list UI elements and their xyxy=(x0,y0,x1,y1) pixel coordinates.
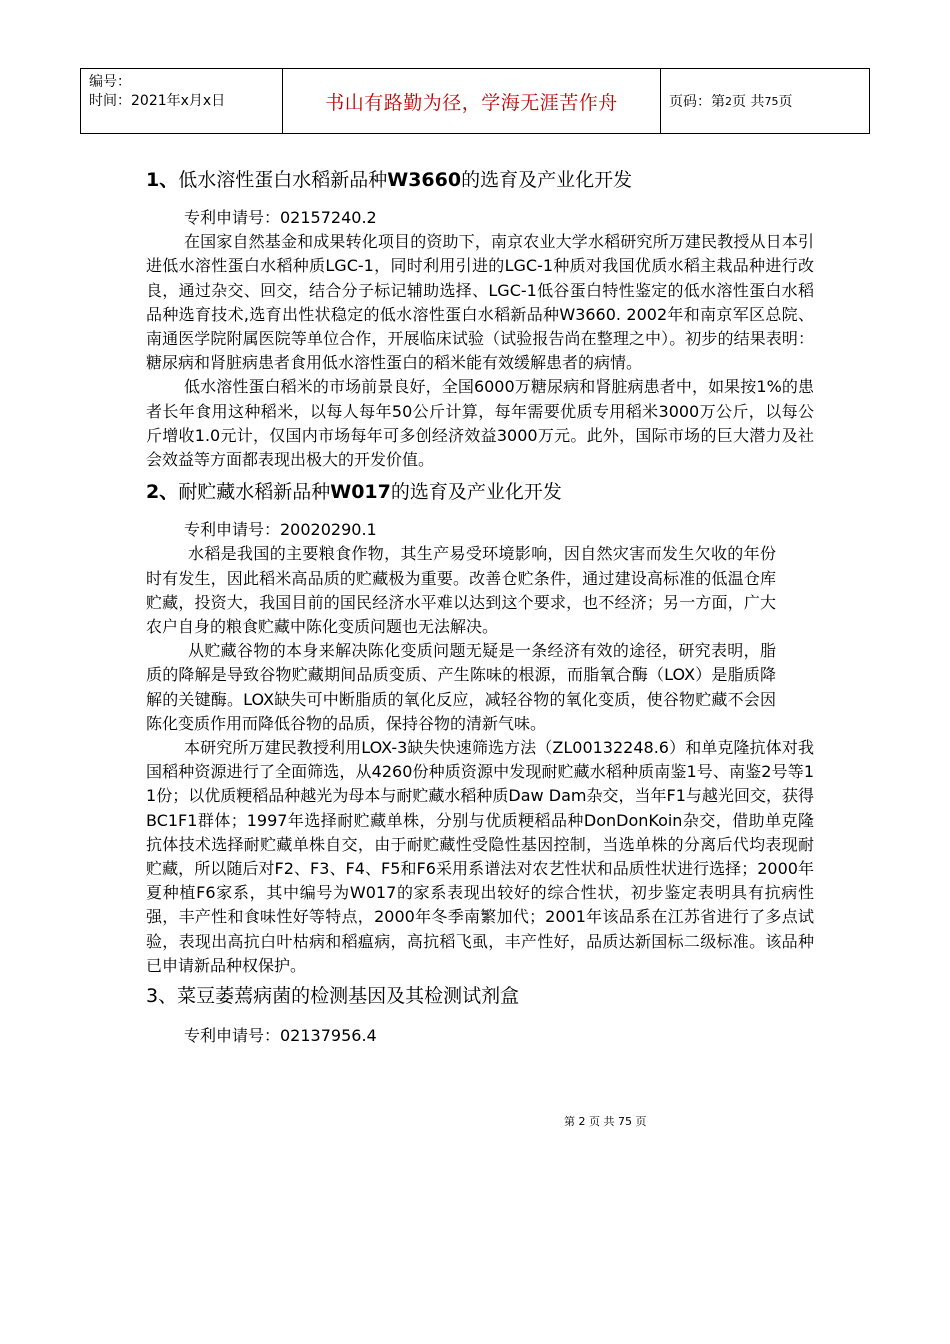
page-middle: 页 共 xyxy=(732,94,765,110)
document-body xyxy=(146,166,814,1048)
section-1-paragraph-2: 低水溶性蛋白稻米的市场前景良好，全国6000万糖尿病和肾脏病患者中，如果按1%的患者长年食用这种稻米，以每人每年50公斤计算，每年需要优质专用稻米3000万公斤，以每公斤增收1.0元计，仅国内市场每年可多创经济效益3000万元。此外，国际市场的巨大潜力及社会效益等方面都表现出极大的开发价值。 xyxy=(146,377,814,470)
section-3 xyxy=(146,982,814,1048)
section-1-paragraph-1: 在国家自然基金和成果转化项目的资助下，南京农业大学水稻研究所万建民教授从日本引进低水溶性蛋白水稻种质LGC-1，同时利用引进的LGC-1种质对我国优质水稻主栽品种进行改良，通过杂交、回交，结合分子标记辅助选择、LGC-1低谷蛋白特性鉴定的低水溶性蛋白水稻品种选育技术,选育出性状稳定的低水溶性蛋白水稻新品种W3660. 2002年和南京军区总院、南通医学院附属医院等单位合作，开展临床试验（试验报告尚在整理之中）。初步的结果表明：糖尿病和肾脏病患者食用低水溶性蛋白的稻米能有效缓解患者的病情。 xyxy=(146,232,814,373)
section-3-title: 3、菜豆萎蔫病菌的检测基因及其检测试剂盒 xyxy=(146,985,520,1008)
page-prefix: 页码：第 xyxy=(669,94,725,110)
section-1 xyxy=(146,166,814,472)
page-footer-number: 第 2 页 共 75 页 xyxy=(564,1115,647,1128)
page-total: 75 xyxy=(764,94,779,108)
header-page-info xyxy=(661,69,869,133)
section-1-number: 1、 xyxy=(146,169,179,191)
section-2-number: 2、 xyxy=(146,481,179,504)
page-suffix: 页 xyxy=(778,94,793,110)
section-2-title: 2、耐贮藏水稻新品种W017的选育及产业化开发 xyxy=(146,481,562,504)
section-2-variety: W017 xyxy=(330,481,391,504)
time-label: 时间：2021年x月x日 xyxy=(89,93,226,109)
number-label: 编号： xyxy=(89,74,131,90)
header-meta xyxy=(81,69,283,133)
section-1-patent-number: 专利申请号：02157240.2 xyxy=(184,208,377,227)
section-1-title: 1、低水溶性蛋白水稻新品种W3660的选育及产业化开发 xyxy=(146,169,633,191)
section-2-patent-number: 专利申请号：20020290.1 xyxy=(184,520,377,540)
section-2-paragraph-3: 本研究所万建民教授利用LOX-3缺失快速筛选方法（ZL00132248.6）和单克隆抗体对我国稻种资源进行了全面筛选，从4260份种质资源中发现耐贮藏水稻种质南鉴1号、南鉴2号等11份；以优质粳稻品种越光为母本与耐贮藏水稻种质Daw Dam杂交，当年F1与越光回交，获得BC1F1群体；1997年选择耐贮藏单株，分别与优质粳稻品种DonDonKoin杂交，借助单克隆抗体技术选择耐贮藏单株自交，由于耐贮藏性受隐性基因控制，当选单株的分离后代均表现耐贮藏，所以随后对F2、F3、F4、F5和F6采用系谱法对农艺性状和品质性状进行选择；2000年夏种植F6家系，其中编号为W017的家系表现出较好的综合性状，初步鉴定表明具有抗病性强，丰产性和食味性好等特点，2000年冬季南繁加代；2001年该品系在江苏省进行了多点试验，表现出高抗白叶枯病和稻瘟病，高抗稻飞虱，丰产性好，品质达新国标二级标准。该品种已申请新品种权保护。 xyxy=(146,738,814,975)
section-2 xyxy=(146,478,814,978)
section-3-number: 3、 xyxy=(146,985,178,1008)
section-3-patent-number: 专利申请号：02137956.4 xyxy=(184,1026,377,1046)
page-header xyxy=(80,68,870,134)
section-1-variety: W3660 xyxy=(387,169,462,191)
section-2-paragraph-1: 水稻是我国的主要粮食作物，其生产易受环境影响，因自然灾害而发生欠收的年份时有发生，因此稻米高品质的贮藏极为重要。改善仓贮条件，通过建设高标准的低温仓库贮藏，投资大，我国目前的国民经济水平难以达到这个要求，也不经济；另一方面，广大农户自身的粮食贮藏中陈化变质问题也无法解决。 xyxy=(146,544,776,637)
header-motto: 书山有路勤为径，学海无涯苦作舟 xyxy=(283,69,661,133)
page-current: 2 xyxy=(725,94,732,108)
section-2-paragraph-2: 从贮藏谷物的本身来解决陈化变质问题无疑是一条经济有效的途径，研究表明，脂质的降解是导致谷物贮藏期间品质变质、产生陈味的根源，而脂氧合酶（LOX）是脂质降解的关键酶。LOX缺失可中断脂质的氧化反应，减轻谷物的氧化变质，使谷物贮藏不会因陈化变质作用而降低谷物的品质，保持谷物的清新气味。 xyxy=(146,641,776,733)
